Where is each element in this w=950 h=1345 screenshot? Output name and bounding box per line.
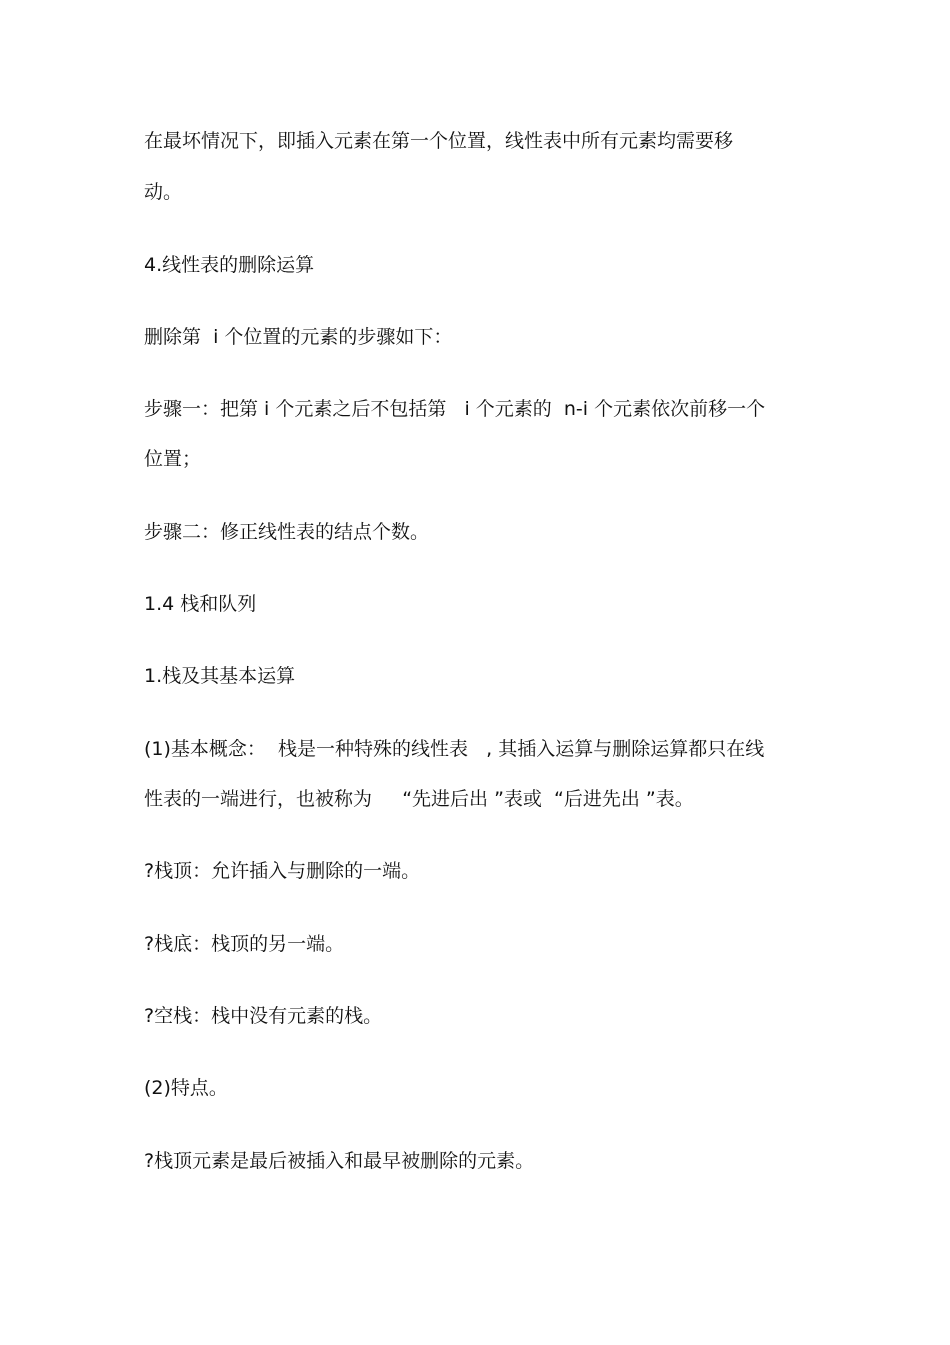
paragraph-delete-steps-intro: 删除第 i 个位置的元素的步骤如下： [144, 326, 453, 348]
list-item-empty-stack: ?空栈：栈中没有元素的栈。 [144, 1005, 383, 1027]
list-item-stack-bottom: ?栈底：栈顶的另一端。 [144, 933, 345, 955]
paragraph-basic-concept-line-2: 性表的一端进行，也被称为 “先进后出 ”表或 “后进先出 ”表。 [144, 788, 694, 810]
paragraph-basic-concept-line-1: (1)基本概念： 栈是一种特殊的线性表 , 其插入运算与删除运算都只在线 [144, 738, 765, 760]
paragraph-step-one-line-2: 位置； [144, 448, 202, 470]
list-item-top-element: ?栈顶元素是最后被插入和最早被删除的元素。 [144, 1150, 535, 1172]
heading-delete-operation: 4.线性表的删除运算 [144, 254, 315, 276]
list-item-stack-top: ?栈顶：允许插入与删除的一端。 [144, 860, 421, 882]
heading-features: (2)特点。 [144, 1077, 228, 1099]
heading-stack-and-queue: 1.4 栈和队列 [144, 593, 257, 615]
paragraph-step-one-line-1: 步骤一：把第 i 个元素之后不包括第 i 个元素的 n-i 个元素依次前移一个 [144, 398, 766, 420]
paragraph-worst-case-line-1: 在最坏情况下，即插入元素在第一个位置，线性表中所有元素均需要移 [144, 130, 734, 152]
paragraph-worst-case-line-2: 动。 [144, 181, 183, 203]
heading-stack-basic-operations: 1.栈及其基本运算 [144, 665, 296, 687]
paragraph-step-two: 步骤二：修正线性表的结点个数。 [144, 521, 430, 543]
